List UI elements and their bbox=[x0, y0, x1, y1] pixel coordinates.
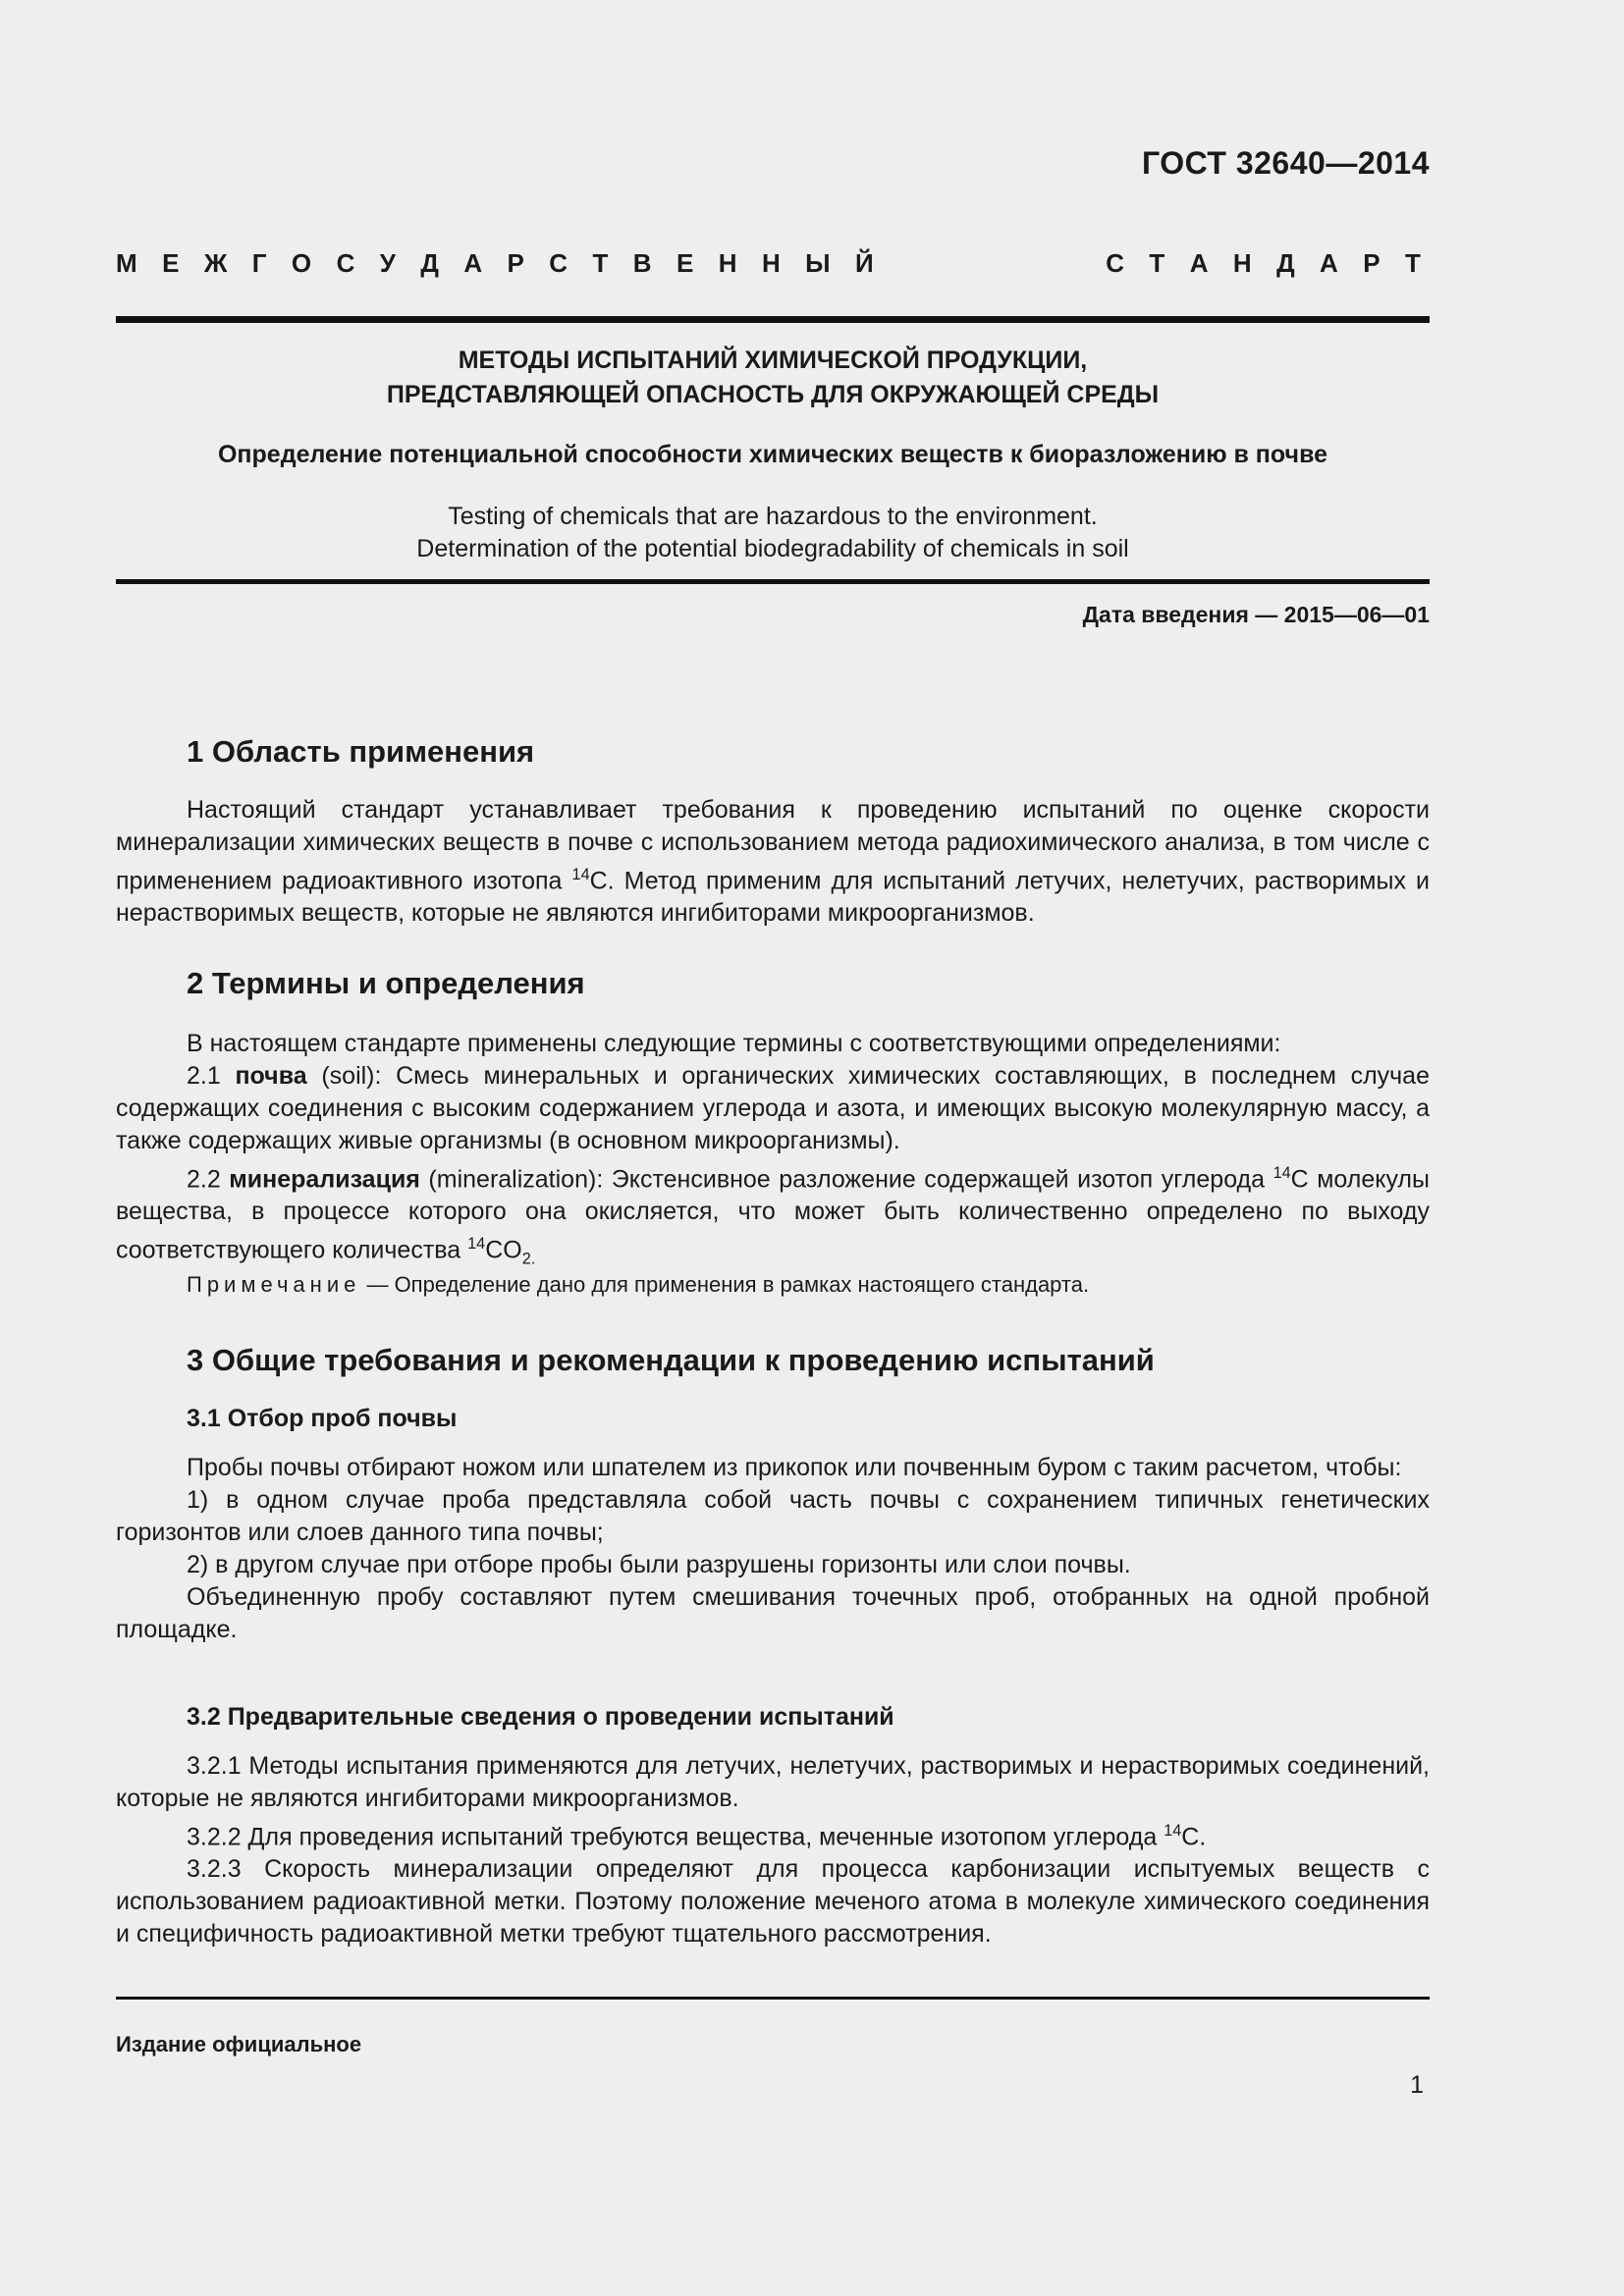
section-2-note bbox=[187, 1272, 1089, 1298]
clause-3-2-2-sup: 14 bbox=[1164, 1822, 1182, 1840]
subsection-3-1-para-2: 1) в одном случае проба представляла собой часть почвы с сохранением типичных генетических горизонтов или слоев данного типа почвы; bbox=[116, 1486, 1430, 1546]
term-2-2-sup-1: 14 bbox=[1272, 1164, 1291, 1182]
footer-rule bbox=[116, 1997, 1430, 2000]
document-number: ГОСТ 32640—2014 bbox=[1141, 145, 1430, 181]
document-title bbox=[116, 344, 1430, 412]
subsection-3-2-text bbox=[116, 1750, 1430, 1950]
section-2-intro: В настоящем стандарте применены следующие термины с соответствующими определениями: bbox=[187, 1030, 1281, 1057]
section-1-heading: 1 Область применения bbox=[187, 734, 535, 769]
clause-3-2-2-text-b: С. bbox=[1181, 1823, 1207, 1851]
page-number: 1 bbox=[1410, 2071, 1424, 2099]
term-2-1-term: почва bbox=[235, 1062, 307, 1090]
term-2-1-number: 2.1 bbox=[187, 1062, 236, 1090]
english-title bbox=[116, 501, 1430, 565]
note-text: — Определение дано для применения в рамках настоящего стандарта. bbox=[360, 1272, 1090, 1297]
standard-type-right: С Т А Н Д А Р Т bbox=[1106, 248, 1430, 278]
term-2-1-definition: (soil): Смесь минеральных и органических химических составляющих, в последнем случае содержащих соединения с высоким содержанием углерода и азота, и имеющих высокую молекулярную массу, а также содержащих живые организмы (в основном микроорганизмы). bbox=[116, 1062, 1430, 1154]
note-label: Примечание bbox=[187, 1272, 361, 1297]
subsection-3-1-para-3: 2) в другом случае при отборе пробы были разрушены горизонты или слои почвы. bbox=[187, 1551, 1131, 1578]
title-bottom-rule bbox=[116, 579, 1430, 584]
clause-3-2-1: 3.2.1 Методы испытания применяются для летучих, нелетучих, растворимых и нерастворимых соединений, которые не являются ингибиторами микроорганизмов. bbox=[116, 1752, 1430, 1812]
standard-type-header bbox=[116, 248, 1430, 279]
subsection-3-1-heading: 3.1 Отбор проб почвы bbox=[187, 1405, 458, 1432]
clause-3-2-2-text-a: 3.2.2 Для проведения испытаний требуются вещества, меченные изотопом углерода bbox=[187, 1823, 1164, 1851]
clause-3-2-3: 3.2.3 Скорость минерализации определяют для процесса карбонизации испытуемых веществ с использованием радиоактивной метки. Поэтому положение меченого атома в молекуле химического соединения и специфичность радиоактивной метки требуют тщательного рассмотрения. bbox=[116, 1855, 1430, 1949]
term-2-2 bbox=[116, 1157, 1430, 1276]
section-1-text bbox=[116, 794, 1430, 930]
term-2-2-sup-2: 14 bbox=[467, 1235, 486, 1254]
title-line-1: МЕТОДЫ ИСПЫТАНИЙ ХИМИЧЕСКОЙ ПРОДУКЦИИ, bbox=[458, 347, 1088, 374]
standard-type-left: М Е Ж Г О С У Д А Р С Т В Е Н Н Ы Й bbox=[116, 248, 883, 278]
term-2-1 bbox=[116, 1060, 1430, 1157]
subsection-3-1-para-4: Объединенную пробу составляют путем смешивания точечных проб, отобранных на одной пробной площадке. bbox=[116, 1583, 1430, 1643]
term-2-2-definition-c: CO bbox=[485, 1236, 522, 1264]
edition-label: Издание официальное bbox=[116, 2032, 362, 2056]
clause-3-2-2 bbox=[116, 1815, 1430, 1853]
term-2-2-term: минерализация bbox=[229, 1165, 420, 1194]
isotope-superscript: 14 bbox=[571, 866, 590, 883]
top-rule bbox=[116, 316, 1430, 323]
term-2-2-definition-b: С молекулы вещества, в процессе которого она окисляется, что может быть количественно определено по выходу соответствующего количества bbox=[116, 1165, 1430, 1264]
term-2-2-sub: 2. bbox=[521, 1250, 536, 1268]
introduction-date: Дата введения — 2015—06—01 bbox=[1082, 602, 1430, 627]
section-1-text-b: С. Метод применим для испытаний летучих, нелетучих, растворимых и нерастворимых веществ, которые не являются ингибиторами микроорганизмов. bbox=[116, 867, 1430, 928]
term-2-2-number: 2.2 bbox=[187, 1165, 230, 1194]
subsection-3-2-heading: 3.2 Предварительные сведения о проведении испытаний bbox=[187, 1703, 894, 1731]
english-title-line-1: Testing of chemicals that are hazardous to the environment. bbox=[448, 503, 1098, 530]
section-2-text bbox=[116, 1028, 1430, 1276]
document-subtitle: Определение потенциальной способности химических веществ к биоразложению в почве bbox=[217, 441, 1328, 468]
section-3-heading: 3 Общие требования и рекомендации к проведению испытаний bbox=[187, 1343, 1155, 1377]
english-title-line-2: Determination of the potential biodegradability of chemicals in soil bbox=[416, 535, 1129, 562]
title-line-2: ПРЕДСТАВЛЯЮЩЕЙ ОПАСНОСТЬ ДЛЯ ОКРУЖАЮЩЕЙ СРЕДЫ bbox=[386, 381, 1160, 408]
subsection-3-1-para-1: Пробы почвы отбирают ножом или шпателем из прикопок или почвенным буром с таким расчетом, чтобы: bbox=[187, 1454, 1402, 1481]
term-2-2-definition-a: (mineralization): Экстенсивное разложение содержащей изотоп углерода bbox=[419, 1165, 1273, 1194]
section-2-heading: 2 Термины и определения bbox=[187, 966, 585, 1000]
section-1-text-a: Настоящий стандарт устанавливает требования к проведению испытаний по оценке скорости минерализации химических веществ в почве с использованием метода радиохимического анализа, в том числе с применением радиоактивного изотопа bbox=[116, 796, 1430, 895]
subsection-3-1-text bbox=[116, 1452, 1430, 1646]
